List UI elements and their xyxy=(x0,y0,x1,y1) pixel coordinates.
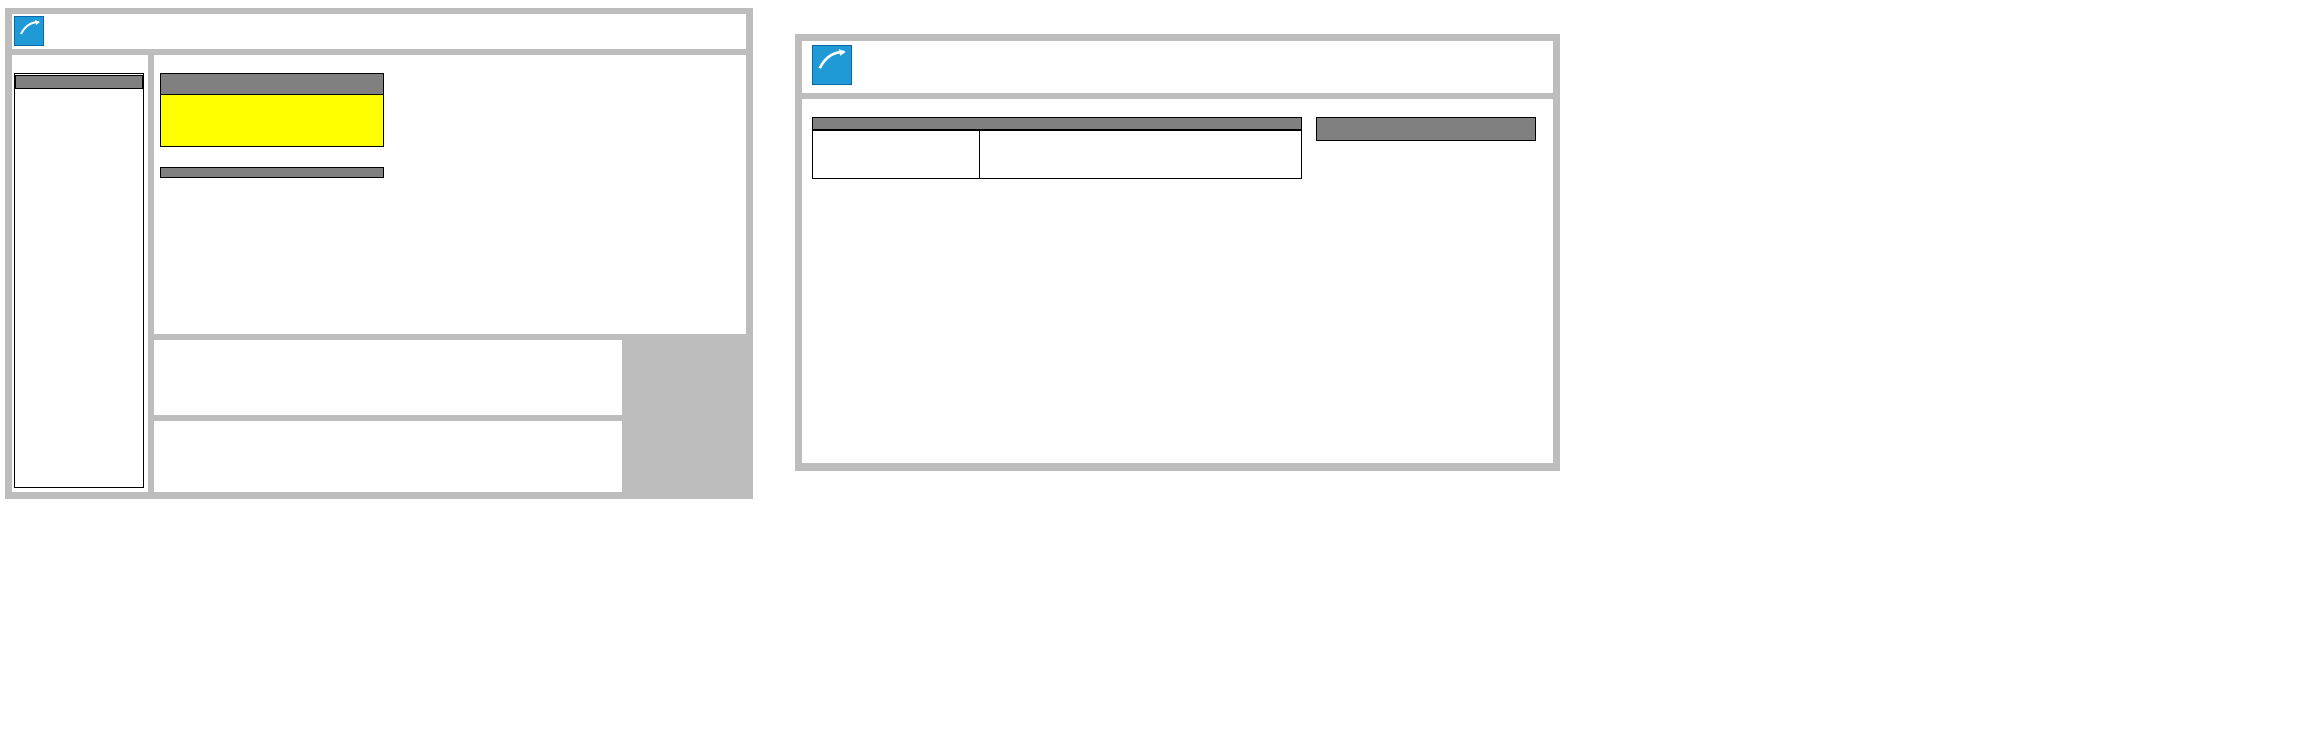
instructions-panel xyxy=(12,55,148,492)
inputs-title-bar xyxy=(12,14,746,49)
details-header xyxy=(160,167,384,178)
energy-star-logo xyxy=(812,45,852,85)
energy-star-logo xyxy=(14,16,44,46)
table1-title xyxy=(812,117,1302,130)
table2-title xyxy=(1316,117,1536,141)
report-desc-value xyxy=(980,130,1302,179)
report-body xyxy=(802,99,1553,463)
report-title-bar xyxy=(802,41,1553,93)
results-panel xyxy=(154,421,622,492)
insitu-panel xyxy=(154,340,622,415)
instructions-header xyxy=(15,75,143,89)
desc-header xyxy=(160,73,384,95)
report-desc-label xyxy=(812,130,980,179)
lm80-panel xyxy=(154,55,746,334)
desc-input[interactable] xyxy=(160,95,384,147)
